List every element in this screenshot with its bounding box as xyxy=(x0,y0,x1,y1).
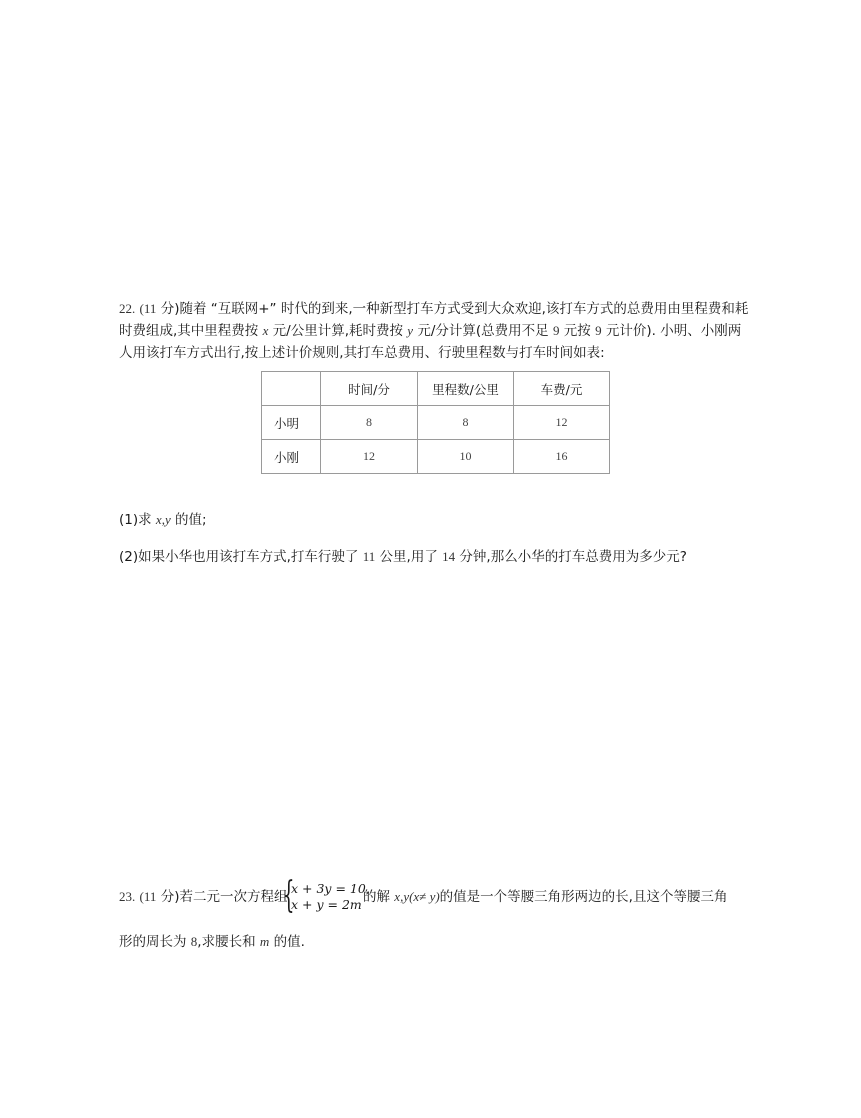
equation-system xyxy=(283,875,370,916)
question-score: (11 xyxy=(139,301,157,316)
row-name: 小刚 xyxy=(262,440,321,474)
q23-line-1-cont xyxy=(363,887,727,907)
cell-distance: 8 xyxy=(418,406,514,440)
table-header-cell: 里程数/公里 xyxy=(418,372,514,406)
question-text: 的值; xyxy=(170,512,207,528)
cell-distance: 10 xyxy=(418,440,514,474)
q22-part-2 xyxy=(119,547,687,567)
question-text: ,求腰长和 xyxy=(197,934,260,950)
table-row xyxy=(262,440,610,474)
q23-line-1 xyxy=(119,887,287,907)
question-text: 分)随着 “互联网+” 时代的到来,一种新型打车方式受到大众欢迎,该打车方式的总费用由里程费和耗 xyxy=(156,301,749,317)
number-8: 8 xyxy=(190,934,198,949)
cell-fare: 16 xyxy=(514,440,610,474)
q22-line-2 xyxy=(119,321,741,341)
question-text: 元/公里计算,耗时费按 xyxy=(268,323,408,339)
table-row xyxy=(262,406,610,440)
fare-table xyxy=(261,371,610,474)
equation-2: x + y = 2m xyxy=(291,897,362,912)
number-11: 11 xyxy=(362,549,376,564)
table-header-cell xyxy=(262,372,321,406)
q22-part-1 xyxy=(119,510,207,530)
question-text: 分)若二元一次方程组 xyxy=(156,889,288,905)
question-text: 元计价). 小明、小刚两 xyxy=(601,323,742,339)
cell-time: 8 xyxy=(321,406,418,440)
cell-fare: 12 xyxy=(514,406,610,440)
question-text: 的值. xyxy=(269,934,305,950)
table-header-row xyxy=(262,372,610,406)
question-number: 22. xyxy=(119,301,136,316)
question-text: (1)求 xyxy=(119,512,156,528)
variable-m: m xyxy=(259,934,270,949)
variables-xy: x,y xyxy=(155,512,171,527)
question-text: 分钟,那么小华的打车总费用为多少元? xyxy=(455,549,687,565)
question-text: 时费组成,其中里程费按 xyxy=(119,323,263,339)
left-brace: { xyxy=(283,875,295,916)
variable-y: y xyxy=(407,323,414,338)
question-text: 的值是一个等腰三角形两边的长,且这个等腰三角 xyxy=(439,889,728,905)
q23-line-2 xyxy=(119,932,305,952)
question-text: 的解 xyxy=(363,889,395,905)
question-score: (11 xyxy=(139,889,157,904)
equation-1: x + 3y = 10, xyxy=(291,881,370,896)
q22-line-1 xyxy=(119,299,748,319)
question-text: 形的周长为 xyxy=(119,934,191,950)
number-9: 9 xyxy=(552,323,560,338)
table-header-cell: 时间/分 xyxy=(321,372,418,406)
q22-line-3: 人用该打车方式出行,按上述计价规则,其打车总费用、行驶里程数与打车时间如表: xyxy=(119,345,605,361)
number-9: 9 xyxy=(595,323,602,338)
question-number: 23. xyxy=(119,889,136,904)
variables-xy-condition: x,y(x≠ y) xyxy=(394,889,440,904)
number-14: 14 xyxy=(442,549,456,564)
question-text: 元/分计算(总费用不足 xyxy=(413,323,553,339)
question-text: 元按 xyxy=(559,323,596,339)
question-text: (2)如果小华也用该打车方式,打车行驶了 xyxy=(119,549,363,565)
variable-x: x xyxy=(262,323,269,338)
question-text: 公里,用了 xyxy=(375,549,443,565)
row-name: 小明 xyxy=(262,406,321,440)
table-header-cell: 车费/元 xyxy=(514,372,610,406)
cell-time: 12 xyxy=(321,440,418,474)
